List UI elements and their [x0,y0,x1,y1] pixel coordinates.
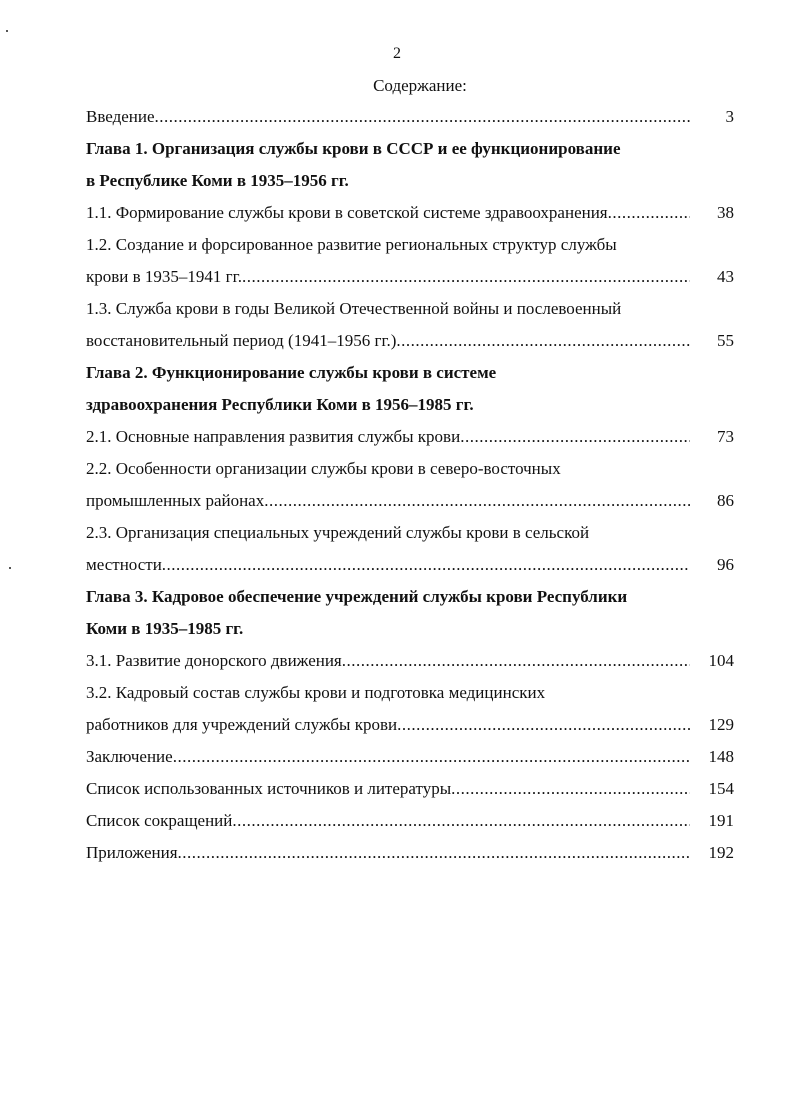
page-number: 2 [393,45,401,62]
toc-entry-2-2[interactable] [86,485,734,517]
dot-leader [242,261,690,293]
dot-leader [342,645,690,677]
toc-entry-1-2[interactable] [86,261,734,293]
toc-entry-1-2-title[interactable]: 1.2. Создание и форсированное развитие региональных структур службы [86,235,617,254]
toc-entry-2-1[interactable] [86,421,734,453]
toc-entry-title: местности [86,555,162,574]
toc-entry-page: 73 [717,427,734,446]
toc-entry-2-3[interactable] [86,549,734,581]
toc-entry-3-1[interactable] [86,645,734,677]
dot-leader [264,485,690,517]
toc-entry-introduction[interactable] [86,101,734,133]
page-title: Содержание: [373,76,467,95]
toc-chapter-3-title-cont[interactable]: Коми в 1935–1985 гг. [86,619,244,638]
toc-entry-sources[interactable] [86,773,734,805]
toc-entry-page: 104 [708,651,734,670]
toc-entry-page: 96 [717,555,734,574]
dot-leader [396,325,690,357]
toc-entry-title: Введение [86,107,155,126]
toc-entry-title: крови в 1935–1941 гг. [86,267,242,286]
toc-entry-title: работников для учреждений службы крови [86,715,398,734]
toc-entry-title: Список сокращений [86,811,233,830]
toc-entry-title: восстановительный период (1941–1956 гг.) [86,331,397,350]
toc-entry-title: 1.1. Формирование службы крови в советской системе здравоохранения [86,203,608,222]
toc-entry-2-3-title[interactable]: 2.3. Организация специальных учреждений службы крови в сельской [86,523,590,542]
dot-leader [608,197,690,229]
toc-entry-page: 154 [708,779,734,798]
toc-entry-page: 191 [708,811,734,830]
scan-speck [9,567,11,569]
dot-leader [232,805,690,837]
toc-entry-page: 129 [708,715,734,734]
scan-speck [6,30,8,32]
dot-leader [451,773,690,805]
dot-leader [397,709,690,741]
toc-entry-page: 43 [717,267,734,286]
toc-chapter-3-title[interactable]: Глава 3. Кадровое обеспечение учреждений службы крови Республики [86,587,628,606]
toc-chapter-2-title-cont[interactable]: здравоохранения Республики Коми в 1956–1985 гг. [86,395,474,414]
toc-entry-1-3[interactable] [86,325,734,357]
toc-entry-abbreviations[interactable] [86,805,734,837]
toc-entry-1-1[interactable] [86,197,734,229]
toc-entry-appendices[interactable] [86,837,734,869]
toc-chapter-1-title-cont[interactable]: в Республике Коми в 1935–1956 гг. [86,171,349,190]
dot-leader [155,101,690,133]
toc-entry-title: 3.1. Развитие донорского движения [86,651,342,670]
toc-entry-title: 2.1. Основные направления развития службы крови [86,427,461,446]
dot-leader [460,421,690,453]
toc-entry-3-2-title[interactable]: 3.2. Кадровый состав службы крови и подготовка медицинских [86,683,546,702]
toc-entry-title: промышленных районах [86,491,265,510]
toc-entry-3-2[interactable] [86,709,734,741]
toc-entry-title: Список использованных источников и литературы [86,779,452,798]
dot-leader [162,549,690,581]
toc-entry-page: 192 [708,843,734,862]
toc-entry-page: 3 [725,107,734,126]
toc-entry-conclusion[interactable] [86,741,734,773]
toc-entry-page: 148 [708,747,734,766]
dot-leader [178,837,690,869]
table-of-contents [86,101,734,869]
toc-entry-2-2-title[interactable]: 2.2. Особенности организации службы крови в северо-восточных [86,459,561,478]
toc-entry-1-3-title[interactable]: 1.3. Служба крови в годы Великой Отечественной войны и послевоенный [86,299,622,318]
dot-leader [173,741,690,773]
toc-entry-page: 86 [717,491,734,510]
toc-entry-page: 38 [717,203,734,222]
toc-chapter-2-title[interactable]: Глава 2. Функционирование службы крови в системе [86,363,497,382]
toc-chapter-1-title[interactable]: Глава 1. Организация службы крови в СССР и ее функционирование [86,139,621,158]
toc-entry-title: Приложения [86,843,178,862]
toc-entry-page: 55 [717,331,734,350]
toc-entry-title: Заключение [86,747,173,766]
